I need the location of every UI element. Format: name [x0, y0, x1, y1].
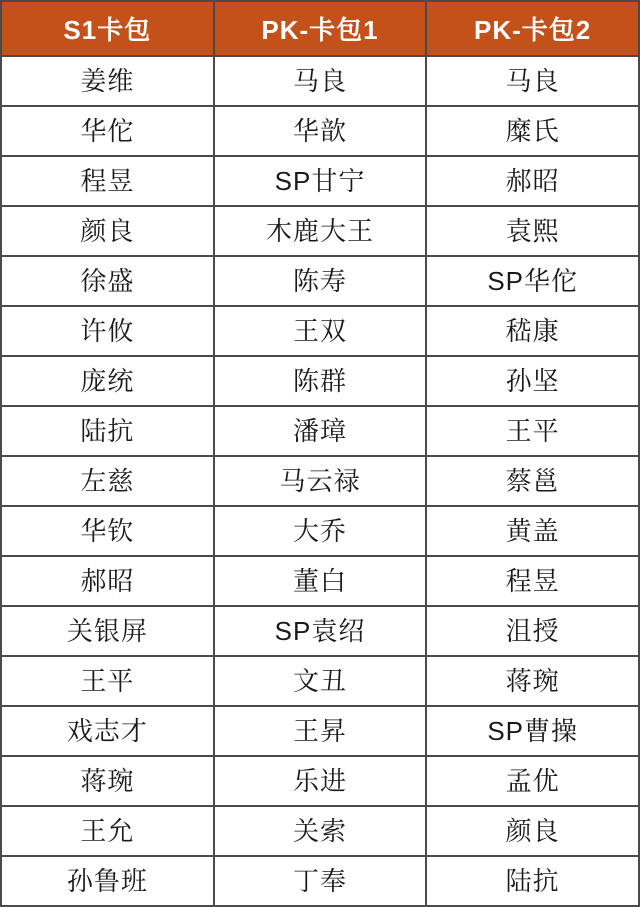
table-cell: 蒋琬 [426, 656, 639, 706]
table-cell: 袁熙 [426, 206, 639, 256]
table-cell: 董白 [214, 556, 427, 606]
table-body [1, 56, 639, 906]
table-cell: 马良 [426, 56, 639, 106]
table-cell: 左慈 [1, 456, 214, 506]
table-cell: 陆抗 [1, 406, 214, 456]
table-cell: 潘璋 [214, 406, 427, 456]
table-cell: SP袁绍 [214, 606, 427, 656]
table-row [1, 156, 639, 206]
table-cell: 蒋琬 [1, 756, 214, 806]
table-cell: SP曹操 [426, 706, 639, 756]
table-cell: 徐盛 [1, 256, 214, 306]
table-cell: SP甘宁 [214, 156, 427, 206]
table-cell: 颜良 [426, 806, 639, 856]
table-cell: 华歆 [214, 106, 427, 156]
table-cell: 郝昭 [1, 556, 214, 606]
table-cell: 王昇 [214, 706, 427, 756]
table-cell: 马云禄 [214, 456, 427, 506]
table-cell: 王平 [426, 406, 639, 456]
table-row [1, 606, 639, 656]
table-cell: 马良 [214, 56, 427, 106]
table-row [1, 206, 639, 256]
table-cell: 丁奉 [214, 856, 427, 906]
table-row [1, 306, 639, 356]
table-cell: 陈寿 [214, 256, 427, 306]
table-cell: 陆抗 [426, 856, 639, 906]
table-cell: 姜维 [1, 56, 214, 106]
table-cell: 郝昭 [426, 156, 639, 206]
column-header-pk2: PK-卡包2 [426, 1, 639, 56]
table-cell: 孙坚 [426, 356, 639, 406]
table-cell: 陈群 [214, 356, 427, 406]
table-cell: 许攸 [1, 306, 214, 356]
table-cell: 糜氏 [426, 106, 639, 156]
table-row [1, 456, 639, 506]
table-cell: 程昱 [426, 556, 639, 606]
table-cell: 王双 [214, 306, 427, 356]
column-header-s1: S1卡包 [1, 1, 214, 56]
column-header-pk1: PK-卡包1 [214, 1, 427, 56]
table-row [1, 756, 639, 806]
table-row [1, 356, 639, 406]
table-cell: 乐进 [214, 756, 427, 806]
table-cell: 黄盖 [426, 506, 639, 556]
table-cell: 文丑 [214, 656, 427, 706]
table-row [1, 656, 639, 706]
table-row [1, 856, 639, 906]
table-row [1, 556, 639, 606]
table-cell: 沮授 [426, 606, 639, 656]
table-cell: 关银屏 [1, 606, 214, 656]
table-header-row [1, 1, 639, 56]
table-row [1, 506, 639, 556]
table-cell: 蔡邕 [426, 456, 639, 506]
table-cell: 戏志才 [1, 706, 214, 756]
table-cell: 程昱 [1, 156, 214, 206]
table-cell: 孙鲁班 [1, 856, 214, 906]
table-row [1, 56, 639, 106]
table-row [1, 706, 639, 756]
table-cell: 华佗 [1, 106, 214, 156]
table-cell: SP华佗 [426, 256, 639, 306]
table-row [1, 106, 639, 156]
table-cell: 王允 [1, 806, 214, 856]
table-row [1, 406, 639, 456]
table-cell: 孟优 [426, 756, 639, 806]
table-cell: 华钦 [1, 506, 214, 556]
table-cell: 王平 [1, 656, 214, 706]
table-cell: 木鹿大王 [214, 206, 427, 256]
table-cell: 大乔 [214, 506, 427, 556]
table-cell: 嵇康 [426, 306, 639, 356]
table-cell: 关索 [214, 806, 427, 856]
table-row [1, 806, 639, 856]
table-cell: 颜良 [1, 206, 214, 256]
table-row [1, 256, 639, 306]
table-cell: 庞统 [1, 356, 214, 406]
